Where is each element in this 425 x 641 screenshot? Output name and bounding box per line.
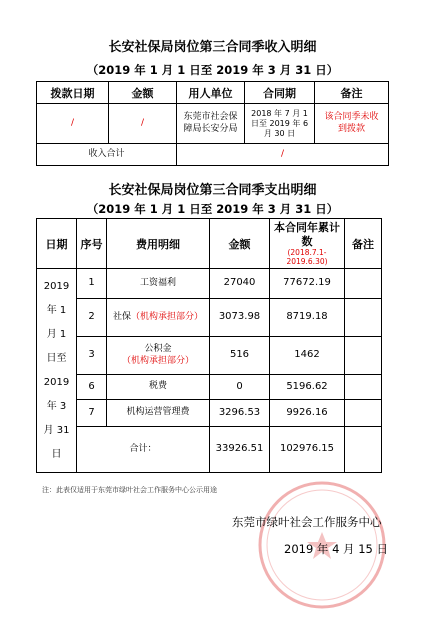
income-period: （2019 年 1 月 1 日至 2019 年 3 月 31 日） (86, 63, 339, 77)
row-item (107, 337, 210, 375)
date-line: 2019 (43, 280, 70, 292)
date-line: 年 3 (46, 400, 67, 412)
row-seq: 2 (77, 299, 107, 337)
income-total-value: / (177, 144, 389, 166)
row-item-note: （机构承担部分） (121, 355, 194, 366)
row-item-label: 社保 (112, 311, 131, 322)
income-employer: 东莞市社会保障局长安分局 (177, 104, 245, 144)
date-line: 年 1 (46, 304, 67, 316)
row-amount: 0 (210, 375, 270, 400)
income-table (36, 81, 389, 166)
income-title: 长安社保局岗位第三合同季收入明细 (108, 40, 317, 55)
cumulative-range: (2018.7.1-2019.6.30) (286, 248, 328, 267)
income-total-label: 收入合计 (37, 144, 177, 166)
expense-header-amount: 金额 (210, 219, 270, 269)
expense-header-remark: 备注 (345, 219, 382, 269)
total-cumulative: 102976.15 (270, 427, 345, 473)
row-cumulative: 8719.18 (270, 299, 345, 337)
row-item: 工资福利 (107, 269, 210, 299)
expense-header-cumulative (270, 219, 345, 269)
row-amount: 3296.53 (210, 400, 270, 427)
date-line: 日 (51, 448, 62, 460)
row-item (107, 299, 210, 337)
income-header-contract: 合同期 (245, 82, 315, 104)
row-amount: 516 (210, 337, 270, 375)
row-item: 税费 (107, 375, 210, 400)
date-line: 2019 (43, 376, 70, 388)
row-item-note: （机构承担部分） (131, 311, 204, 322)
row-cumulative: 5196.62 (270, 375, 345, 400)
footer-date: 2019 年 4 月 15 日 (284, 542, 388, 556)
income-header-date: 拨款日期 (37, 82, 109, 104)
total-amount: 33926.51 (210, 427, 270, 473)
income-remark: 该合同季未收到拨款 (315, 104, 389, 144)
row-remark (345, 375, 382, 400)
total-label: 合计： (77, 427, 210, 473)
date-line: 月 1 (46, 328, 67, 340)
row-cumulative: 1462 (270, 337, 345, 375)
income-date: / (37, 104, 109, 144)
row-seq: 7 (77, 400, 107, 427)
expense-date-range (37, 269, 77, 473)
income-contract-period: 2018 年 7 月 1 日至 2019 年 6 月 30 日 (245, 104, 315, 144)
row-remark (345, 337, 382, 375)
income-header-employer: 用人单位 (177, 82, 245, 104)
row-item-label: 公积金 (144, 344, 172, 355)
row-item: 机构运营管理费 (107, 400, 210, 427)
income-amount: / (109, 104, 177, 144)
row-amount: 27040 (210, 269, 270, 299)
row-remark (345, 400, 382, 427)
expense-header-seq: 序号 (77, 219, 107, 269)
income-header-amount: 金额 (109, 82, 177, 104)
expense-table (36, 218, 382, 473)
date-line: 日至 (46, 352, 67, 364)
footer-organization: 东莞市绿叶社会工作服务中心 (232, 515, 382, 529)
expense-header-item: 费用明细 (107, 219, 210, 269)
row-seq: 1 (77, 269, 107, 299)
date-line: 月 31 (43, 424, 70, 436)
expense-period: （2019 年 1 月 1 日至 2019 年 3 月 31 日） (86, 202, 339, 216)
total-remark (345, 427, 382, 473)
cumulative-label: 本合同年累计数 (274, 220, 340, 248)
income-header-remark: 备注 (315, 82, 389, 104)
row-remark (345, 299, 382, 337)
footnote: 注：此表仅适用于东莞市绿叶社会工作服务中心公示用途 (42, 486, 217, 494)
expense-header-date: 日期 (37, 219, 77, 269)
row-seq: 3 (77, 337, 107, 375)
row-amount: 3073.98 (210, 299, 270, 337)
expense-title: 长安社保局岗位第三合同季支出明细 (108, 183, 317, 198)
row-cumulative: 77672.19 (270, 269, 345, 299)
row-seq: 6 (77, 375, 107, 400)
row-remark (345, 269, 382, 299)
row-cumulative: 9926.16 (270, 400, 345, 427)
